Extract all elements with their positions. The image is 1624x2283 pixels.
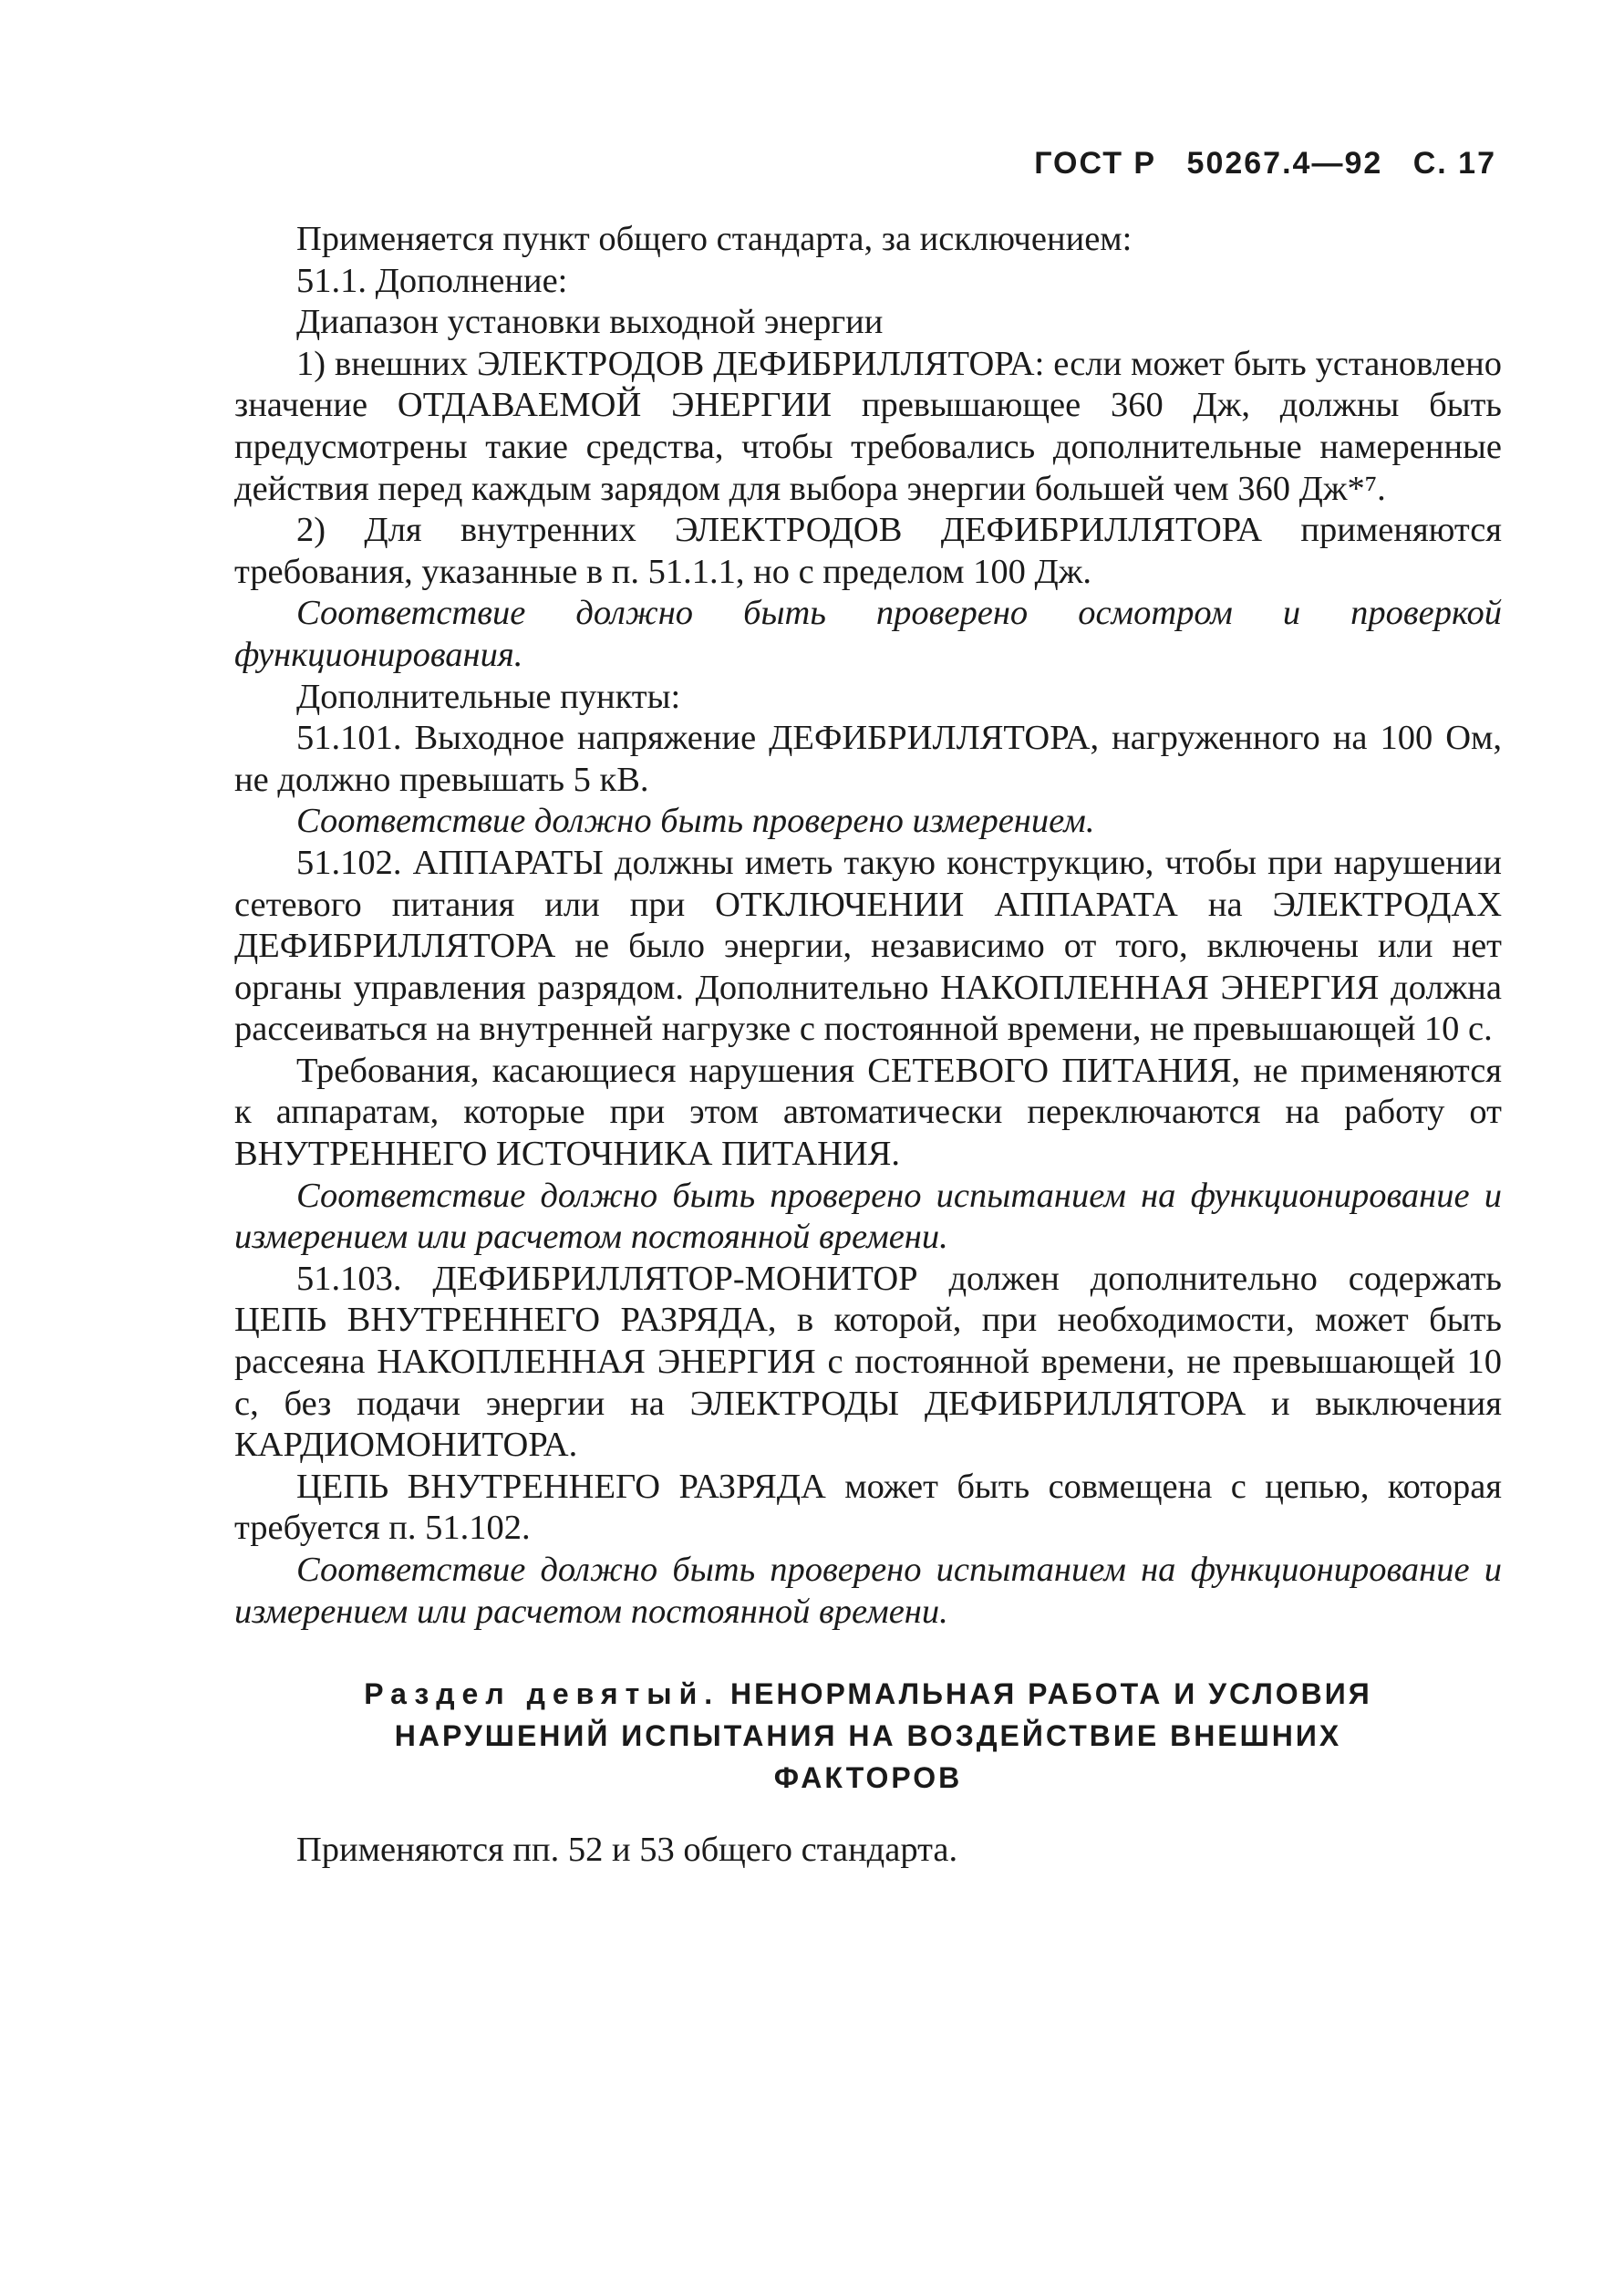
- section-prefix: Раздел девятый.: [364, 1677, 720, 1711]
- compliance-paragraph: Соответствие должно быть проверено осмотром и проверкой функционирования.: [234, 594, 1502, 674]
- paragraph: 51.1. Дополнение:: [296, 261, 568, 300]
- section-title-2: НАРУШЕНИЙ ИСПЫТАНИЯ НА ВОЗДЕЙСТВИЕ ВНЕШНИХ: [394, 1719, 1342, 1753]
- header-standard: ГОСТ Р: [1034, 146, 1157, 181]
- paragraph: Требования, касающиеся нарушения СЕТЕВОГО ПИТАНИЯ, не применяются к аппаратам, которые при этом автоматически переключаются на работу от ВНУТРЕННЕГО ИСТОЧНИКА ПИТАНИЯ.: [234, 1051, 1502, 1174]
- header-number: 50267.4—92: [1186, 146, 1383, 181]
- paragraph: 1) внешних ЭЛЕКТРОДОВ ДЕФИБРИЛЛЯТОРА: если может быть установлено значение ОТДАВАЕМОЙ ЭНЕРГИИ превышающее 360 Дж, должны быть предусмотрены такие средства, чтобы требовались дополнительные намеренные действия перед каждым зарядом для выбора энергии большей чем 360 Дж*⁷.: [234, 344, 1502, 508]
- final-paragraph: Применяются пп. 52 и 53 общего стандарта.: [296, 1831, 958, 1870]
- paragraph: 51.102. АППАРАТЫ должны иметь такую конструкцию, чтобы при нарушении сетевого питания или при ОТКЛЮЧЕНИИ АППАРАТА на ЭЛЕКТРОДАХ ДЕФИБРИЛЛЯТОРА не было энергии, независимо от того, включены или нет органы управления разрядом. Дополнительно НАКОПЛЕННАЯ ЭНЕРГИЯ должна рассеиваться на внутренней нагрузке с постоянной времени, не превышающей 10 с.: [234, 843, 1502, 1049]
- paragraph: Диапазон установки выходной энергии: [296, 303, 884, 342]
- compliance-paragraph: Соответствие должно быть проверено измерением.: [296, 802, 1095, 841]
- paragraph: Дополнительные пункты:: [296, 677, 681, 716]
- section-title-3: ФАКТОРОВ: [773, 1761, 963, 1795]
- compliance-paragraph: Соответствие должно быть проверено испытанием на функционирование и измерением или расчетом постоянной времени.: [234, 1551, 1502, 1631]
- paragraph: ЦЕПЬ ВНУТРЕННЕГО РАЗРЯДА может быть совмещена с цепью, которая требуется п. 51.102.: [234, 1467, 1502, 1548]
- paragraph: 51.101. Выходное напряжение ДЕФИБРИЛЛЯТОРА, нагруженного на 100 Ом, не должно превышать 5 кВ.: [234, 719, 1502, 799]
- page-header: [1014, 146, 1496, 182]
- section-title-1: НЕНОРМАЛЬНАЯ РАБОТА И УСЛОВИЯ: [730, 1677, 1372, 1711]
- section-heading: [234, 1673, 1502, 1799]
- header-page: С. 17: [1412, 146, 1496, 181]
- paragraph: Применяется пункт общего стандарта, за исключением:: [296, 220, 1133, 258]
- paragraph: 51.103. ДЕФИБРИЛЛЯТОР-МОНИТОР должен дополнительно содержать ЦЕПЬ ВНУТРЕННЕГО РАЗРЯДА, в которой, при необходимости, может быть рассеяна НАКОПЛЕННАЯ ЭНЕРГИЯ с постоянной времени, не превышающей 10 с, без подачи энергии на ЭЛЕКТРОДЫ ДЕФИБРИЛЛЯТОРА и выключения КАРДИОМОНИТОРА.: [234, 1259, 1502, 1465]
- document-body: [234, 219, 1502, 1872]
- compliance-paragraph: Соответствие должно быть проверено испытанием на функционирование и измерением или расчетом постоянной времени.: [234, 1176, 1502, 1257]
- paragraph: 2) Для внутренних ЭЛЕКТРОДОВ ДЕФИБРИЛЛЯТОРА применяются требования, указанные в п. 51.1.1, но с пределом 100 Дж.: [234, 511, 1502, 591]
- section-heading-line-1: [234, 1673, 1502, 1715]
